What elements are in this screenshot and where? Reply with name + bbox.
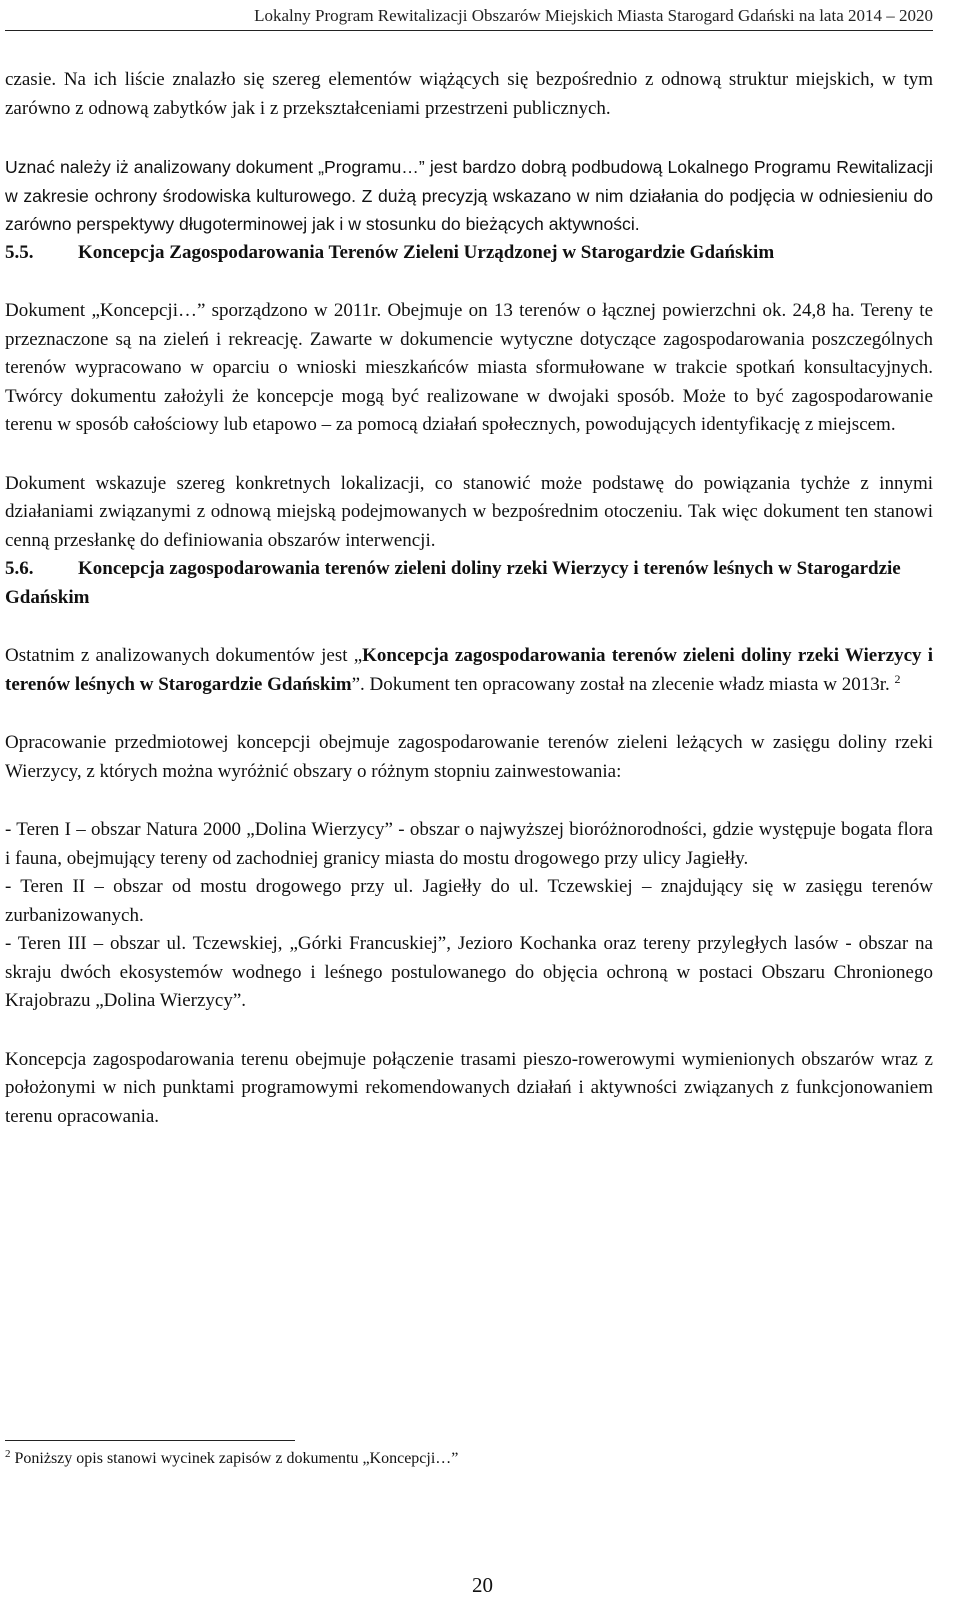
list-item: - Teren I – obszar Natura 2000 „Dolina Wierzycy” - obszar o najwyższej bioróżnorodności, gdzie występuje bogata flora i fauna, obejmujący tereny od zachodniej granicy miasta do mostu drogowego przy ulicy Jagiełły. <box>5 819 933 869</box>
section-title: Koncepcja zagospodarowania terenów zieleni doliny rzeki Wierzycy i terenów leśnych w Starogardzie Gdańskim <box>5 558 901 608</box>
section-number: 5.6. <box>5 558 34 579</box>
section-heading-5-5 <box>5 239 933 268</box>
section-heading-5-6 <box>5 555 933 612</box>
section-title: Koncepcja Zagospodarowania Terenów Zieleni Urządzonej w Starogardzie Gdańskim <box>78 241 775 263</box>
header-divider <box>5 30 933 31</box>
paragraph-program-assessment: Uznać należy iż analizowany dokument „Programu…” jest bardzo dobrą podbudową Lokalnego Programu Rewitalizacji w zakresie ochrony środowiska kulturowego. Z dużą precyzją wskazano w nim działania do podjęcia w odniesieniu do zarówno perspektywy długoterminowej jak i w stosunku do bieżących aktywności. <box>5 157 933 234</box>
text-run: ”. Dokument ten opracowany został na zlecenie władz miasta w 2013r. <box>351 673 890 695</box>
footnote-text: Poniższy opis stanowi wycinek zapisów z dokumentu „Koncepcji…” <box>14 1450 459 1467</box>
document-title-bold: Koncepcja zagospodarowania terenów zieleni doliny rzeki Wierzycy i terenów leśnych w Starogardzie Gdańskim <box>5 645 933 695</box>
footnote-divider <box>5 1440 295 1441</box>
area-list <box>5 816 933 1016</box>
main-content <box>5 66 933 1131</box>
page-number: 20 <box>472 1573 493 1597</box>
paragraph-trails: Koncepcja zagospodarowania terenu obejmuje połączenie trasami pieszo-rowerowymi wymienionych obszarów wraz z położonymi w nich punktami programowymi rekomendowanych działań i aktywności związanych z funkcjonowaniem terenu opracowania. <box>5 1048 933 1127</box>
paragraph-continued: czasie. Na ich liście znalazło się szereg elementów wiążących się bezpośrednio z odnową struktur miejskich, w tym zarówno z odnową zabytków jak i z przekształceniami przestrzeni publicznych. <box>5 69 933 119</box>
text-run: Ostatnim z analizowanych dokumentów jest „ <box>5 645 363 666</box>
footnote-reference[interactable]: 2 <box>894 671 901 686</box>
paragraph-locations: Dokument wskazuje szereg konkretnych lokalizacji, co stanowić może podstawę do powiązania tychże z innymi działaniami związanymi z odnową miejską podejmowanych w bezpośrednim otoczeniu. Tak więc dokument ten stanowi cenną przesłankę do definiowania obszarów interwencji. <box>5 472 933 551</box>
list-item: - Teren II – obszar od mostu drogowego przy ul. Jagiełły do ul. Tczewskiej – znajdujący się w zasięgu terenów zurbanizowanych. <box>5 876 933 926</box>
paragraph-last-document <box>5 642 933 699</box>
running-header: Lokalny Program Rewitalizacji Obszarów Miejskich Miasta Starogard Gdański na lata 2014 – 2020 <box>254 6 933 25</box>
list-item: - Teren III – obszar ul. Tczewskiej, „Górki Francuskiej”, Jezioro Kochanka oraz tereny przyległych lasów - obszar na skraju dwóch ekosystemów wodnego i leśnego postulowanego do objęcia ochroną w postaci Obszaru Chronionego Krajobrazu „Dolina Wierzycy”. <box>5 933 933 1011</box>
footnote <box>5 1448 933 1470</box>
paragraph-scope: Opracowanie przedmiotowej koncepcji obejmuje zagospodarowanie terenów zieleni leżących w zasięgu doliny rzeki Wierzycy, z których można wyróżnić obszary o różnym stopniu zainwestowania: <box>5 732 933 782</box>
section-number: 5.5. <box>5 241 34 263</box>
footnote-marker: 2 <box>5 1448 11 1460</box>
paragraph-koncepcja-summary: Dokument „Koncepcji…” sporządzono w 2011r. Obejmuje on 13 terenów o łącznej powierzchni ok. 24,8 ha. Tereny te przeznaczone są na zieleń i rekreację. Zawarte w dokumencie wytyczne dotyczące zagospodarowania poszczególnych terenów wypracowano w oparciu o wnioski mieszkańców miasta sformułowane w trakcie spotkań konsultacyjnych. Twórcy dokumentu założyli że koncepcje mogą być realizowane w dwojaki sposób. Może to być zagospodarowanie terenu w sposób całościowy lub etapowo – za pomocą działań społecznych, powodujących identyfikację z miejscem. <box>5 300 933 435</box>
